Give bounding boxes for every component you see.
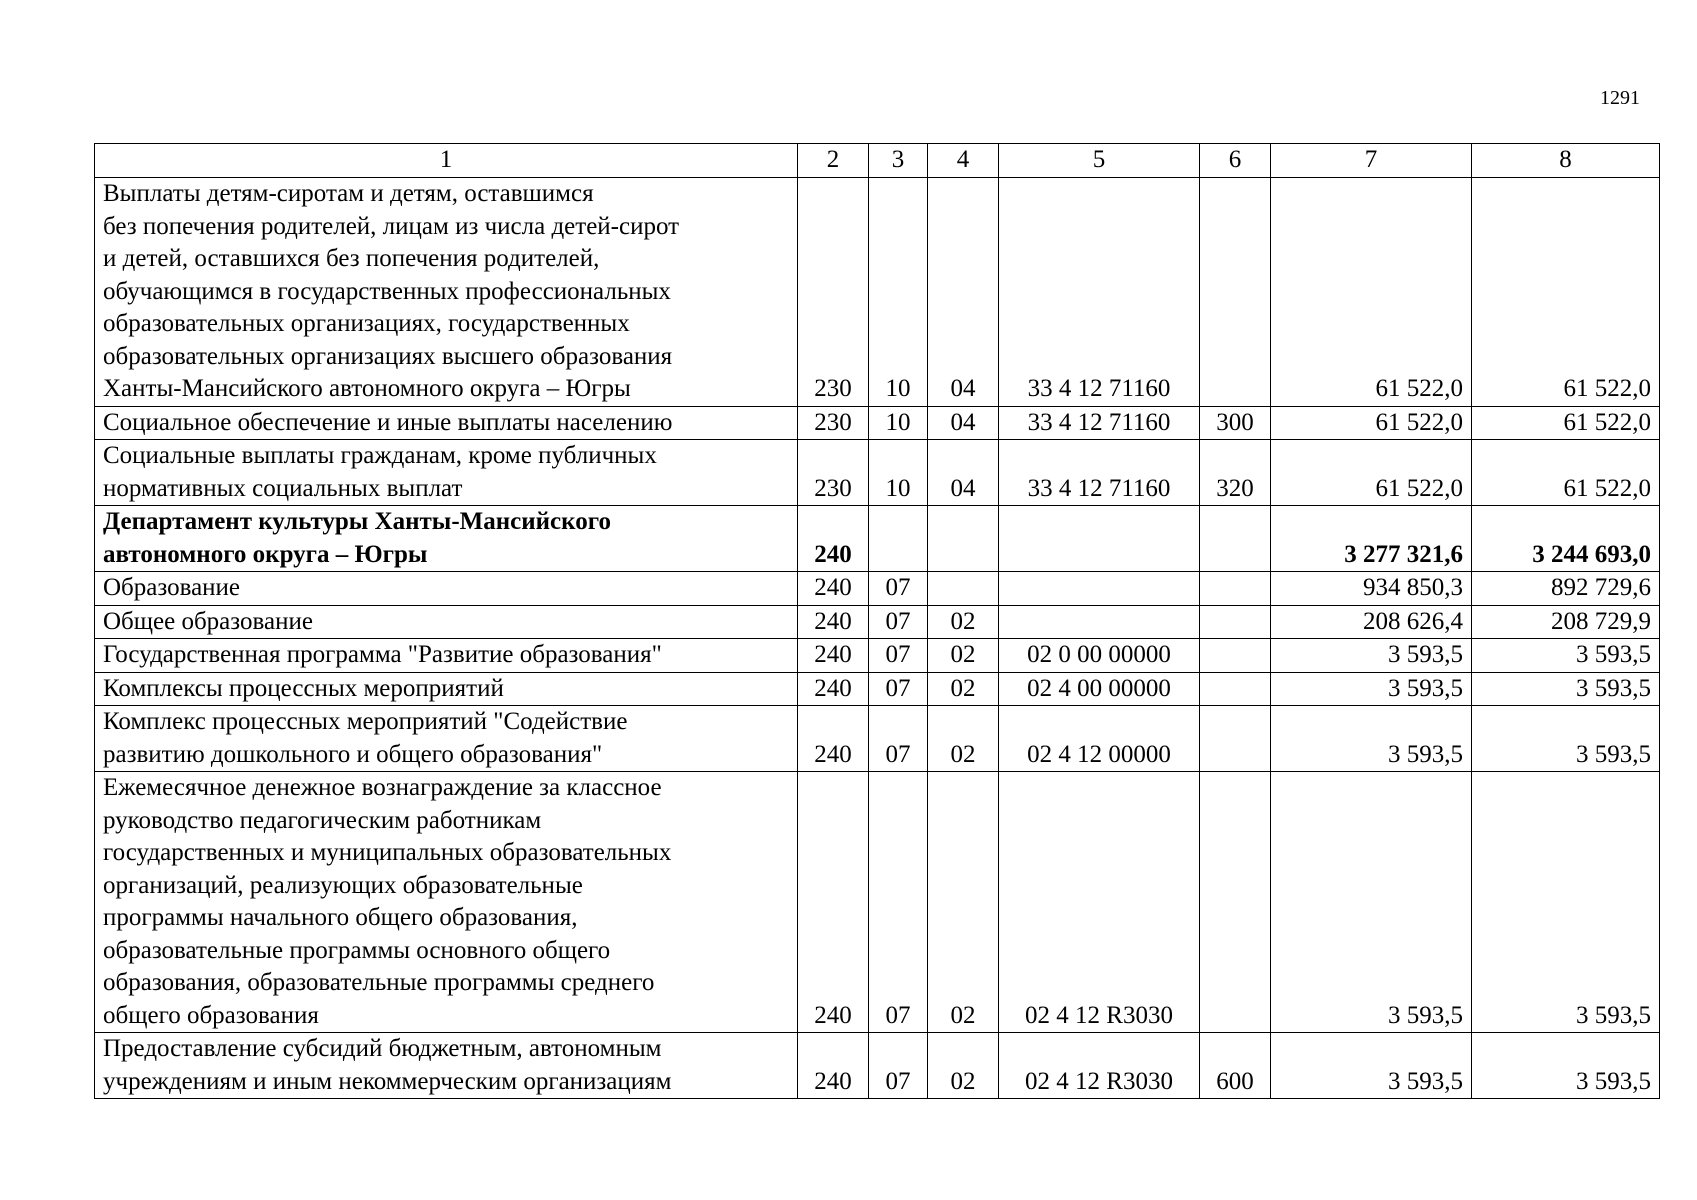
section-code-cell: 10 [869,178,928,407]
row-description [95,605,798,639]
table-row [95,639,1660,673]
table-row [95,772,1660,1033]
description-line: организаций, реализующих образовательные [103,871,583,899]
amount-year2-cell: 61 522,0 [1472,440,1660,506]
admin-code-cell: 240 [798,572,869,606]
description-line: государственных и муниципальных образовательных [103,839,672,866]
target-article-cell [999,506,1200,572]
description-line: развитию дошкольного и общего образования" [103,740,603,768]
description-line: Социальное обеспечение и иные выплаты населению [103,408,673,436]
target-article-cell: 33 4 12 71160 [999,440,1200,506]
section-code-cell: 07 [869,672,928,706]
target-article-cell [999,572,1200,606]
description-line: образовательных организациях высшего образования [103,342,673,370]
row-description [95,672,798,706]
description-line: общего образования [103,1001,319,1029]
amount-year2-cell: 3 593,5 [1472,639,1660,673]
subsection-code-cell: 02 [928,706,999,772]
description-line: обучающимся в государственных профессиональных [103,277,671,305]
expense-type-cell [1200,772,1271,1033]
amount-year2-cell: 61 522,0 [1472,178,1660,407]
expense-type-cell: 600 [1200,1033,1271,1099]
section-code-cell: 07 [869,706,928,772]
row-description [95,706,798,772]
description-line: и детей, оставшихся без попечения родителей, [103,245,600,272]
description-line: руководство педагогическим работникам [103,806,542,834]
column-header: 4 [928,144,999,178]
subsection-code-cell [928,572,999,606]
admin-code-cell: 230 [798,178,869,407]
expense-type-cell [1200,672,1271,706]
description-line: нормативных социальных выплат [103,474,463,502]
section-code-cell: 07 [869,572,928,606]
admin-code-cell: 240 [798,672,869,706]
description-line: образовательных организациях, государственных [103,310,630,337]
subsection-code-cell: 02 [928,1033,999,1099]
subsection-code-cell: 02 [928,672,999,706]
description-line: Ханты-Мансийского автономного округа – Югры [103,375,631,402]
target-article-cell: 02 4 12 R3030 [999,1033,1200,1099]
amount-year1-cell: 3 593,5 [1271,639,1472,673]
description-line: Образование [103,574,241,601]
row-description [95,178,798,407]
subsection-code-cell: 04 [928,440,999,506]
column-header: 5 [999,144,1200,178]
amount-year2-cell: 3 593,5 [1472,772,1660,1033]
target-article-cell [999,605,1200,639]
description-line: Ежемесячное денежное вознаграждение за классное [103,774,662,801]
expense-type-cell: 300 [1200,406,1271,440]
table-row [95,1033,1660,1099]
amount-year1-cell: 61 522,0 [1271,406,1472,440]
page-number: 1291 [1600,87,1640,109]
subsection-code-cell: 02 [928,639,999,673]
subsection-code-cell [928,506,999,572]
amount-year2-cell: 208 729,9 [1472,605,1660,639]
section-code-cell: 07 [869,639,928,673]
expense-type-cell [1200,572,1271,606]
amount-year1-cell: 3 593,5 [1271,672,1472,706]
target-article-cell: 02 4 00 00000 [999,672,1200,706]
column-header: 1 [95,144,798,178]
amount-year1-cell: 61 522,0 [1271,440,1472,506]
section-code-cell: 10 [869,440,928,506]
column-header: 6 [1200,144,1271,178]
expense-type-cell: 320 [1200,440,1271,506]
row-description [95,639,798,673]
row-description [95,506,798,572]
target-article-cell: 02 4 12 R3030 [999,772,1200,1033]
subsection-code-cell: 04 [928,178,999,407]
subsection-code-cell: 04 [928,406,999,440]
table-row [95,672,1660,706]
admin-code-cell: 240 [798,639,869,673]
description-line: Социальные выплаты гражданам, кроме публичных [103,442,657,469]
admin-code-cell: 240 [798,1033,869,1099]
expense-type-cell [1200,178,1271,407]
description-line: Комплексы процессных мероприятий [103,674,504,702]
row-description [95,440,798,506]
description-line: программы начального общего образования, [103,904,578,931]
admin-code-cell: 240 [798,605,869,639]
row-description [95,772,798,1033]
description-line: Выплаты детям-сиротам и детям, оставшимся [103,180,594,207]
target-article-cell: 02 4 12 00000 [999,706,1200,772]
table-row [95,440,1660,506]
amount-year2-cell: 3 593,5 [1472,1033,1660,1099]
table-row [95,178,1660,407]
description-line: Департамент культуры Ханты-Мансийского [103,508,611,535]
expense-type-cell [1200,506,1271,572]
expense-type-cell [1200,605,1271,639]
table-row [95,406,1660,440]
amount-year2-cell: 3 244 693,0 [1472,506,1660,572]
amount-year1-cell: 208 626,4 [1271,605,1472,639]
description-line: Государственная программа "Развитие образования" [103,641,662,668]
column-header: 3 [869,144,928,178]
amount-year1-cell: 3 593,5 [1271,1033,1472,1099]
amount-year1-cell: 934 850,3 [1271,572,1472,606]
target-article-cell: 02 0 00 00000 [999,639,1200,673]
amount-year2-cell: 3 593,5 [1472,672,1660,706]
amount-year2-cell: 3 593,5 [1472,706,1660,772]
description-line: автономного округа – Югры [103,540,428,568]
table-row [95,706,1660,772]
section-code-cell [869,506,928,572]
column-header: 8 [1472,144,1660,178]
amount-year2-cell: 61 522,0 [1472,406,1660,440]
description-line: без попечения родителей, лицам из числа детей-сирот [103,212,680,240]
description-line: Общее образование [103,607,313,635]
description-line: учреждениям и иным некоммерческим организациям [103,1067,672,1095]
subsection-code-cell: 02 [928,772,999,1033]
description-line: Комплекс процессных мероприятий "Содействие [103,708,628,735]
target-article-cell: 33 4 12 71160 [999,406,1200,440]
budget-table [94,143,1660,1099]
column-header: 7 [1271,144,1472,178]
table-row [95,506,1660,572]
amount-year1-cell: 3 277 321,6 [1271,506,1472,572]
amount-year1-cell: 3 593,5 [1271,706,1472,772]
section-code-cell: 10 [869,406,928,440]
section-code-cell: 07 [869,1033,928,1099]
section-code-cell: 07 [869,605,928,639]
admin-code-cell: 230 [798,440,869,506]
description-line: Предоставление субсидий бюджетным, автономным [103,1035,662,1062]
section-code-cell: 07 [869,772,928,1033]
header-row [95,144,1660,178]
admin-code-cell: 230 [798,406,869,440]
expense-type-cell [1200,639,1271,673]
amount-year1-cell: 61 522,0 [1271,178,1472,407]
row-description [95,572,798,606]
table-row [95,572,1660,606]
admin-code-cell: 240 [798,706,869,772]
expense-type-cell [1200,706,1271,772]
column-header: 2 [798,144,869,178]
target-article-cell: 33 4 12 71160 [999,178,1200,407]
description-line: образования, образовательные программы среднего [103,969,655,996]
admin-code-cell: 240 [798,772,869,1033]
description-line: образовательные программы основного общего [103,936,611,964]
row-description [95,1033,798,1099]
amount-year1-cell: 3 593,5 [1271,772,1472,1033]
table-row [95,605,1660,639]
subsection-code-cell: 02 [928,605,999,639]
row-description [95,406,798,440]
admin-code-cell: 240 [798,506,869,572]
amount-year2-cell: 892 729,6 [1472,572,1660,606]
table-body [95,178,1660,1099]
